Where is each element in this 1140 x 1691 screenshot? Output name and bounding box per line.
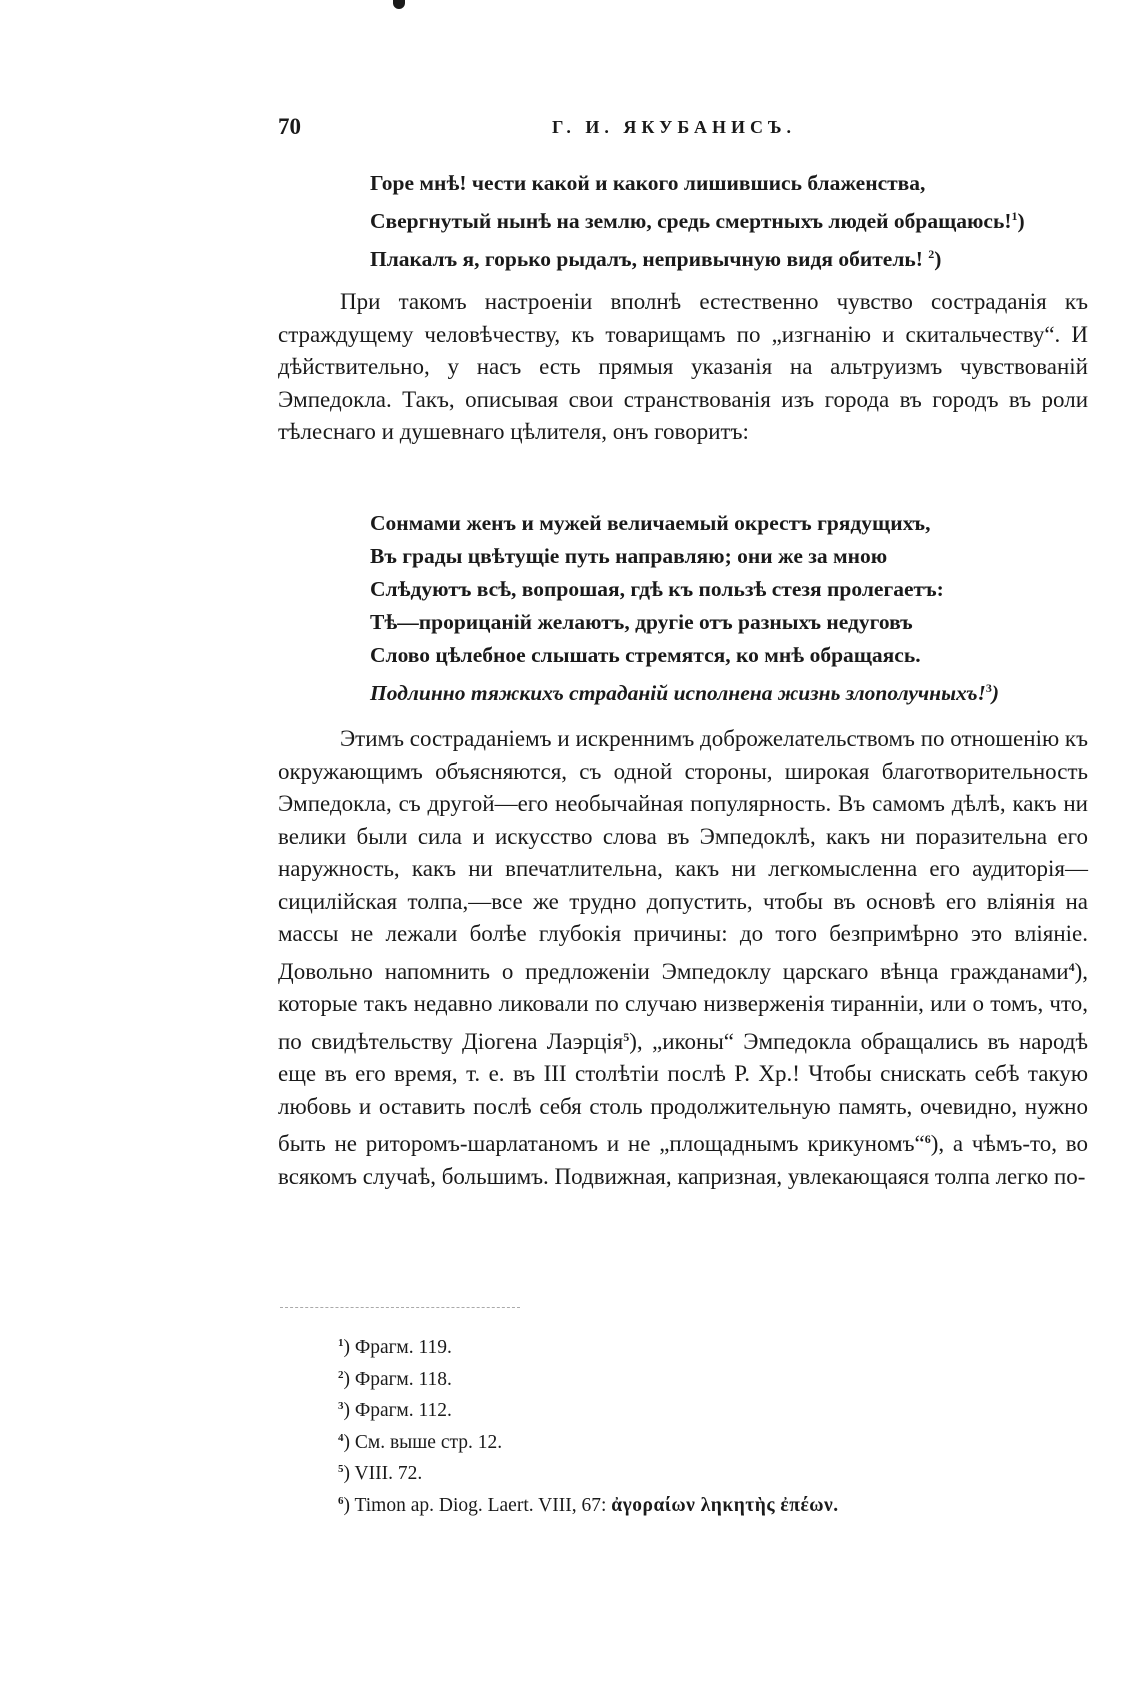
verse-line-italic: Подлинно тяжкихъ страданій исполнена жизнь злополучныхъ!$^3$) [370,681,1000,705]
footnote-ref[interactable]: 5 [623,1029,630,1044]
verse-line: Плакалъ я, горько рыдалъ, непривычную видя обитель! $^2$) [370,247,942,271]
greek-quote: ἀγοραίων ληκητὴς ἐπέων. [611,1494,839,1516]
footnote-ref[interactable]: 6 [924,1132,931,1146]
verse-line: Горе мнѣ! чести какой и какого лишившись блаженства, [370,171,926,195]
paragraph-2 [278,723,1088,1193]
verse-quote-1 [370,167,1090,276]
page-number: 70 [278,114,301,139]
footnote-ref[interactable]: 1 [1011,209,1018,223]
footnote: $^1$) Фрагм. 119. [338,1337,452,1358]
footnote: $^6$) Timon ap. Diog. Laert. VIII, 67: ἀγοραίων ληκητὴς ἐπέων. [338,1494,839,1516]
verse-line: Слово цѣлебное слышать стремятся, ко мнѣ обращаясь. [370,643,921,667]
footnote: $^4$) См. выше стр. 12. [338,1431,503,1453]
footnote: $^3$) Фрагм. 112. [338,1400,452,1421]
footnotes [338,1330,839,1519]
verse-line: Въ грады цвѣтущіе путь направляю; они же за мною [370,544,888,568]
footnote-ref[interactable]: 2 [928,247,935,261]
paragraph-text: Этимъ состраданіемъ и искреннимъ доброжелательствомъ по отношенію къ окружающимъ объясняются, съ одной стороны, широкая благотворительность Эмпедокла, съ другой—его необычайная популярность. Въ самомъ дѣлѣ, какъ ни велики были сила и искусство слова въ Эмпедоклѣ, какъ ни поразительна его наружность, какъ ни впечатлительна, какъ ни легкомысленна его аудиторія—сицилійская толпа,—все же трудно допустить, чтобы въ основѣ его вліянія на массы не лежали болѣе глубокія причины: до того безпримѣрно это вліяніе. Довольно напомнить о предложеніи Эмпедоклу царскаго вѣнца гражданами$^4$), которые такъ недавно ликовали по случаю низверженія тиранніи, или о томъ, что, по свидѣтельству Діогена Лаэрція$^5$), „иконы“ Эмпедокла обращались въ народѣ еще въ его время, т. е. въ III столѣтіи послѣ Р. Хр.! Чтобы снискать себѣ такую любовь и оставить послѣ себя столь продолжительную память, очевидно, нужно быть не риторомъ-шарлатаномъ и не „площаднымъ крикуномъ“$^6$), а чѣмъ-то, во всякомъ случаѣ, большимъ. Подвижная, капризная, увлекающаяся толпа легко по- [278,726,1089,1189]
footnote: $^5$) VIII. 72. [338,1463,423,1484]
verse-line: Тѣ—прорицаній желаютъ, другіе отъ разныхъ недуговъ [370,610,913,634]
verse-line: Слѣдуютъ всѣ, вопрошая, гдѣ къ пользѣ стезя пролегаетъ: [370,577,944,601]
footnote: $^2$) Фрагм. 118. [338,1368,452,1390]
print-mark [393,0,405,9]
verse-line: Свергнутый нынѣ на землю, средь смертныхъ людей обращаюсь!$^1$) [370,209,1025,233]
footnote-ref[interactable]: 4 [1068,959,1075,974]
page-header [0,114,1140,144]
paragraph-text: При такомъ настроеніи вполнѣ естественно чувство состраданія къ страждущему человѣчеству, къ товарищамъ по „изгнанію и скитальчеству“. И дѣйствительно, у насъ есть прямыя указанія на альтруизмъ чувствованій Эмпедокла. Такъ, описывая свои странствованія изъ города въ городъ въ роли тѣлеснаго и душевнаго цѣлителя, онъ говоритъ: [278,289,1088,444]
footnote-ref[interactable]: 3 [985,681,992,695]
verse-line: Сонмами женъ и мужей величаемый окрестъ грядущихъ, [370,511,931,535]
footnote-divider [280,1307,520,1309]
verse-quote-2 [370,507,1090,710]
running-title: Г. И. ЯКУБАНИСЪ. [552,117,797,137]
paragraph-1 [278,286,1088,449]
